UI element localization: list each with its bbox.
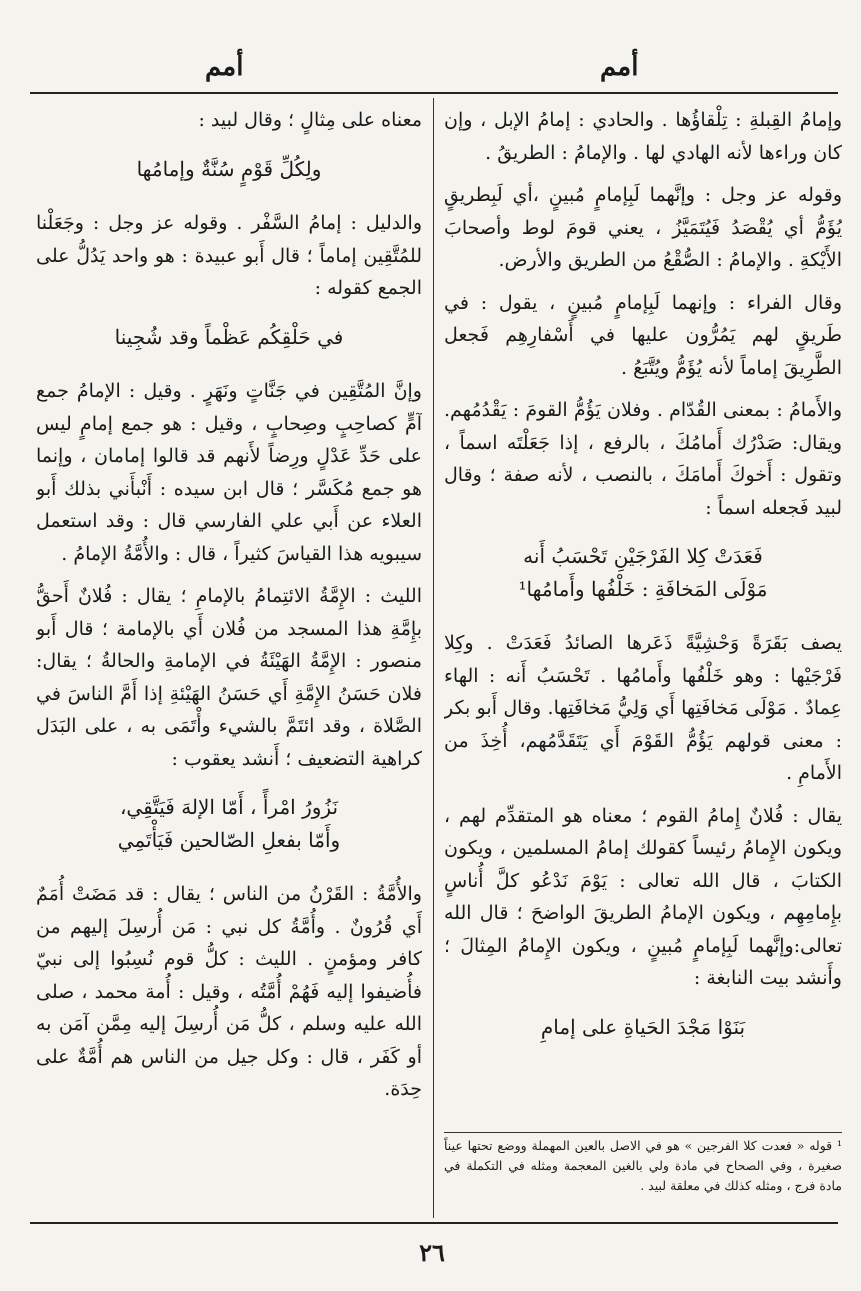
header-left-word: أمم <box>205 52 244 82</box>
verse-line: ولِكُلِّ قَوْمٍ سُنَّةٌ وإمامُها <box>136 156 322 181</box>
page-number: ٢٦ <box>419 1238 445 1267</box>
verse-line: مَوْلَى المَخافَةِ : خَلْفُها وأَمامُها¹ <box>518 576 768 601</box>
verse-block <box>444 1011 842 1044</box>
paragraph: والدليل : إمامُ السَّفْر . وقوله عز وجل : وجَعَلْنا للمُتَّقِين إماماً ؛ قال أَبو عبيدة : هو واحد يَدُلُّ على الجمع كقوله : <box>36 212 422 299</box>
top-rule <box>30 92 838 94</box>
paragraph: وقال الفراء : وإنهما لَبِإمامٍ مُبينٍ ، يقول : في طَريقٍ لهم يَمُرُّون عليها في أَسْفارِهِم فَجعل الطَّرِيقَ إماماً لأنه يُؤَمُّ ويُتَّبَعُ . <box>444 291 842 379</box>
paragraph: والأَمامُ : بمعنى القُدّام . وفلان يَؤُمُّ القومَ : يَقْدُمُهم. ويقال: صَدْرُك أَمامُكَ ، بالرفع ، إذا جَعَلْتَه اسماً ، وتقول : أَخوكَ أَمامَكَ ، بالنصب ، لأنه صفة ؛ وقال لبيد فَجعله اسماً : <box>444 399 842 519</box>
verse-block <box>36 153 422 186</box>
verse-line: فَعَدَتْ كِلا الفَرْجَيْنِ تَحْسَبُ أَنه <box>523 544 763 568</box>
paragraph: يصف بَقَرَةً وَحْشِيَّةً ذَعَرها الصائدُ فَعَدَتْ . وكِلا فَرْجَيْها : وهو خَلْفُها وأَمامُها . تَحْسَبُ أَنه : الهاء عِمادٌ . مَوْلَى مَخافَتِها أَي وَلِيُّ مَخافَتِها. وقال أَبو بكر : معنى قولهم يَؤُمُّ القَوْمَ أَي يَتَقَدَّمُهم، أُخِذَ من الأَمامِ . <box>444 632 842 784</box>
paragraph: وإنَّ المُتَّقِين في جَنَّاتٍ ونَهَرٍ . وقيل : الإمامُ جمع آمٍّ كصاحِبٍ وصِحابٍ ، وقيل : هو جمع إمامٍ ليس على حَدِّ عَدْلٍ ورِضاً لأَنهم قد قالوا إمامان ، وإنما هو جمع مُكَسَّر ؛ قال ابن سيده : أَنْبأَني بذلك أَبو العلاء عن أَبي علي الفارسي قال : وقد استعمل سيبويه هذا القياسَ كثيراً ، قال : والأُمَّةُ الإمامُ . <box>36 380 422 565</box>
verse-block <box>36 791 422 856</box>
right-column <box>444 104 842 1134</box>
verse-block <box>36 321 422 354</box>
paragraph: والأُمَّةُ : القَرْنُ من الناس ؛ يقال : قد مَضَتْ أُمَمٌ أَي قُرُونٌ . وأُمَّةُ كل نبي : مَن أُرسِلَ إليهم من كافر ومؤمنٍ . الليث : كلُّ قوم نُسِبُوا إلى نبيّ فأُضيفوا إليه فَهُمْ أُمَّتُه ، وقيل : أُمة محمد ، صلى الله عليه وسلم ، كلُّ مَن أُرسِلَ إليه مِمَّن آمَن به أو كَفَر ، قال : وكل جيل من الناس هم أُمَّةٌ على حِدَة. <box>36 883 422 1100</box>
bottom-rule <box>30 1222 838 1224</box>
verse-line: في حَلْقِكُم عَظْماً وقد شُجِينا <box>114 324 344 349</box>
header-right-word: أمم <box>600 52 639 82</box>
paragraph: وإمامُ القِبلةِ : تِلْقاؤُها . والحادي : إمامُ الإبل ، وإن كان وراءها لأنه الهادي لها . والإمامُ : الطريقُ . <box>444 109 842 164</box>
left-column <box>36 104 422 1219</box>
verse-line: وأَمّا بفعلِ الصّالحين فَيَأْتَمِي <box>117 827 341 852</box>
paragraph: يقال : فُلانٌ إِمامُ القوم ؛ معناه هو المتقدِّم لهم ، ويكون الإِمامُ رئيساً كقولك إمامُ المسلمين ، ويكون الكتابَ ، قال الله تعالى : يَوْمَ نَدْعُو كلَّ أُناسٍ بإِمامِهِم ، ويكون الإمامُ الطريقَ الواضحَ ؛ قال الله تعالى:وإنَّهما لَبِإمامٍ مُبينٍ ، ويكون الإِمامُ المِثالَ ؛ وأَنشد بيت النابغة : <box>444 804 842 989</box>
verse-line: بَنَوْا مَجْدَ الحَياةِ على إمامِ <box>540 1014 746 1039</box>
column-divider <box>433 98 434 1218</box>
verse-line: نَزُورُ امْرأً ، أَمّا الإلهَ فَيَتَّقِي، <box>119 795 339 819</box>
verse-block <box>444 540 842 605</box>
paragraph: معناه على مِثالٍ ؛ وقال لبيد : <box>198 109 422 131</box>
paragraph: وقوله عز وجل : وإنَّهما لَبِإمامٍ مُبينٍ ،أي لَبِطريقٍ يُؤَمُّ أي يُقْصَدُ فَيُتَمَيَّزُ ، يعني قومَ لوط وأصحابَ الأَيْكةِ . والإمامُ : الصُّقْعُ من الطريق والأرض. <box>444 184 842 271</box>
footnote-rule <box>444 1132 842 1133</box>
paragraph: الليث : الإِمَّةُ الائتِمامُ بالإمامِ ؛ يقال : فُلانٌ أَحقُّ بإِمَّةِ هذا المسجد من فُلان أَي بالإمامة ؛ قال أَبو منصور : الإِمَّةُ الهَيْئَةُ في الإمامةِ والحالةُ ؛ يقال: فلان حَسَنُ الإِمَّةِ أَي حَسَنُ الهَيْئةِ إذا أَمَّ الناسَ في الصَّلاة ، وقد ائتَمَّ بالشيء وأْتَمَى به ، على البَدَل كراهية التضعيف ؛ أَنشد يعقوب : <box>36 585 422 770</box>
footnote: ¹ قوله « فعدت كلا الفرجين » هو في الاصل بالعين المهملة ووضع تحتها عيناً صغيرة ، وفي الصحاح في مادة ولي بالغين المعجمة ومثله في التكملة في مادة فرج ، ومثله كذلك في معلقة لبيد . <box>444 1138 842 1193</box>
